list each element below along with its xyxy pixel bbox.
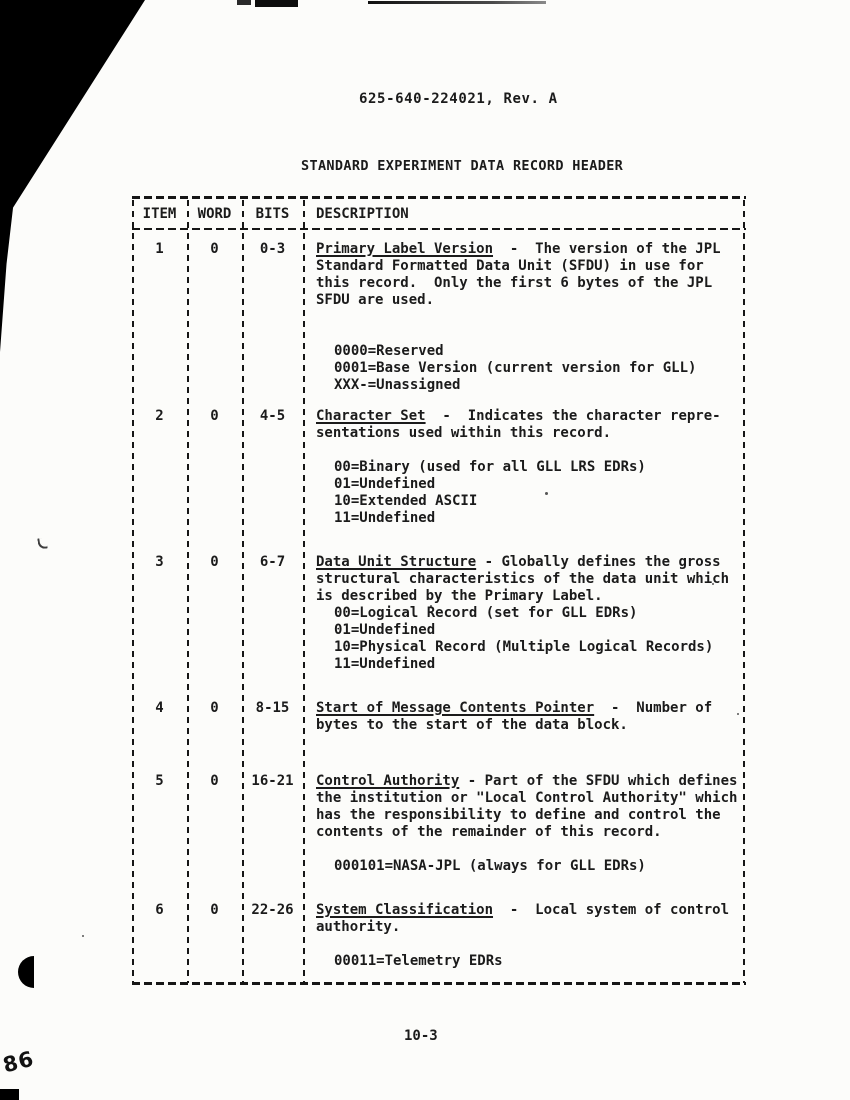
description-line: Standard Formatted Data Unit (SFDU) in use for <box>316 258 704 274</box>
description-cell <box>303 773 746 875</box>
description-line <box>316 700 740 717</box>
table-bottom-border <box>132 982 746 985</box>
table-right-border <box>743 200 745 983</box>
page-number: 10-3 <box>404 1028 438 1044</box>
table-row <box>132 408 746 527</box>
page-title: STANDARD EXPERIMENT DATA RECORD HEADER <box>301 158 624 174</box>
description-line: SFDU are used. <box>316 292 435 308</box>
description-cell <box>303 241 746 394</box>
value-line: 10=Extended ASCII <box>334 493 478 509</box>
table-left-border <box>132 200 134 983</box>
handwritten-mark: 86 <box>0 1046 37 1078</box>
word-cell: 0 <box>210 700 219 716</box>
bits-cell: 16-21 <box>251 773 294 789</box>
field-name: Data Unit Structure <box>316 554 477 570</box>
description-line <box>316 241 740 258</box>
description-line: this record. Only the first 6 bytes of the JPL <box>316 275 713 291</box>
value-line: 000101=NASA-JPL (always for GLL EDRs) <box>334 858 646 874</box>
item-cell: 5 <box>155 773 164 789</box>
description-cell <box>303 554 746 673</box>
blank-line <box>316 309 740 326</box>
bits-cell: 6-7 <box>259 554 286 570</box>
description-text: - Number of <box>594 700 713 716</box>
description-line: bytes to the start of the data block. <box>316 717 628 733</box>
value-line: 00011=Telemetry EDRs <box>334 953 503 969</box>
value-line: 0001=Base Version (current version for GLL) <box>334 360 697 376</box>
scan-artifact-top-dash <box>237 0 251 5</box>
description-text: - The version of the JPL <box>493 241 721 257</box>
value-line: XXX-=Unassigned <box>334 377 461 393</box>
description-line: contents of the remainder of this record. <box>316 824 662 840</box>
blank-line <box>316 442 740 459</box>
description-line: the institution or "Local Control Authority" which <box>316 790 738 806</box>
description-line <box>316 902 740 919</box>
value-line: 10=Physical Record (Multiple Logical Records) <box>334 639 714 655</box>
column-header-description: DESCRIPTION <box>316 206 409 222</box>
blank-line <box>316 326 740 343</box>
table-header-row <box>132 199 746 228</box>
column-header-word: WORD <box>197 206 232 222</box>
table-row <box>132 241 746 394</box>
item-cell: 1 <box>155 241 164 257</box>
word-cell: 0 <box>210 408 219 424</box>
description-line <box>316 554 740 571</box>
bits-cell: 8-15 <box>255 700 290 716</box>
bits-cell: 22-26 <box>251 902 294 918</box>
value-line: 01=Undefined <box>334 622 436 638</box>
column-header-item: ITEM <box>142 206 177 222</box>
word-cell: 0 <box>210 902 219 918</box>
scan-artifact-crescent <box>18 956 34 988</box>
value-line: 00=Logical Record (set for GLL EDRs) <box>334 605 638 621</box>
description-line: structural characteristics of the data unit which <box>316 571 730 587</box>
value-line: 01=Undefined <box>334 476 436 492</box>
word-cell: 0 <box>210 241 219 257</box>
value-line: 11=Undefined <box>334 656 436 672</box>
description-text: - Indicates the character repre- <box>425 408 721 424</box>
bits-cell: 0-3 <box>259 241 286 257</box>
field-name: Start of Message Contents Pointer <box>316 700 595 716</box>
field-name: Primary Label Version <box>316 241 494 257</box>
field-name: System Classification <box>316 902 494 918</box>
table-row <box>132 902 746 970</box>
description-cell <box>303 408 746 527</box>
description-line: sentations used within this record. <box>316 425 612 441</box>
scan-artifact-squiggle <box>37 537 47 549</box>
item-cell: 4 <box>155 700 164 716</box>
table-column-separator <box>303 200 305 983</box>
description-line <box>316 408 740 425</box>
bits-cell: 4-5 <box>259 408 286 424</box>
description-line <box>316 773 740 790</box>
word-cell: 0 <box>210 773 219 789</box>
item-cell: 6 <box>155 902 164 918</box>
description-cell <box>303 902 746 970</box>
description-text: - Part of the SFDU which defines <box>459 773 738 789</box>
scan-artifact-top-line <box>368 1 546 4</box>
scan-artifact-corner-triangle <box>0 0 145 352</box>
column-header-bits: BITS <box>255 206 290 222</box>
field-name: Character Set <box>316 408 426 424</box>
table-row <box>132 773 746 875</box>
description-line: has the responsibility to define and control the <box>316 807 721 823</box>
table-column-separator <box>187 200 189 983</box>
document-number: 625-640-224021, Rev. A <box>359 91 558 107</box>
value-line: 00=Binary (used for all GLL LRS EDRs) <box>334 459 646 475</box>
blank-line <box>316 841 740 858</box>
item-cell: 2 <box>155 408 164 424</box>
value-line: 0000=Reserved <box>334 343 444 359</box>
table-row <box>132 554 746 673</box>
blank-line <box>316 936 740 953</box>
table-column-separator <box>242 200 244 983</box>
field-name: Control Authority <box>316 773 460 789</box>
description-line: authority. <box>316 919 401 935</box>
table-row <box>132 700 746 734</box>
description-line: is described by the Primary Label. <box>316 588 603 604</box>
table-body <box>132 230 746 970</box>
scan-artifact-top-dash <box>255 0 298 7</box>
description-cell <box>303 700 746 734</box>
item-cell: 3 <box>155 554 164 570</box>
scan-artifact-bottom-bar <box>0 1089 19 1100</box>
data-table <box>132 196 746 988</box>
word-cell: 0 <box>210 554 219 570</box>
description-text: - Local system of control <box>493 902 730 918</box>
value-line: 11=Undefined <box>334 510 436 526</box>
scan-speck <box>82 935 84 937</box>
description-text: - Globally defines the gross <box>476 554 721 570</box>
